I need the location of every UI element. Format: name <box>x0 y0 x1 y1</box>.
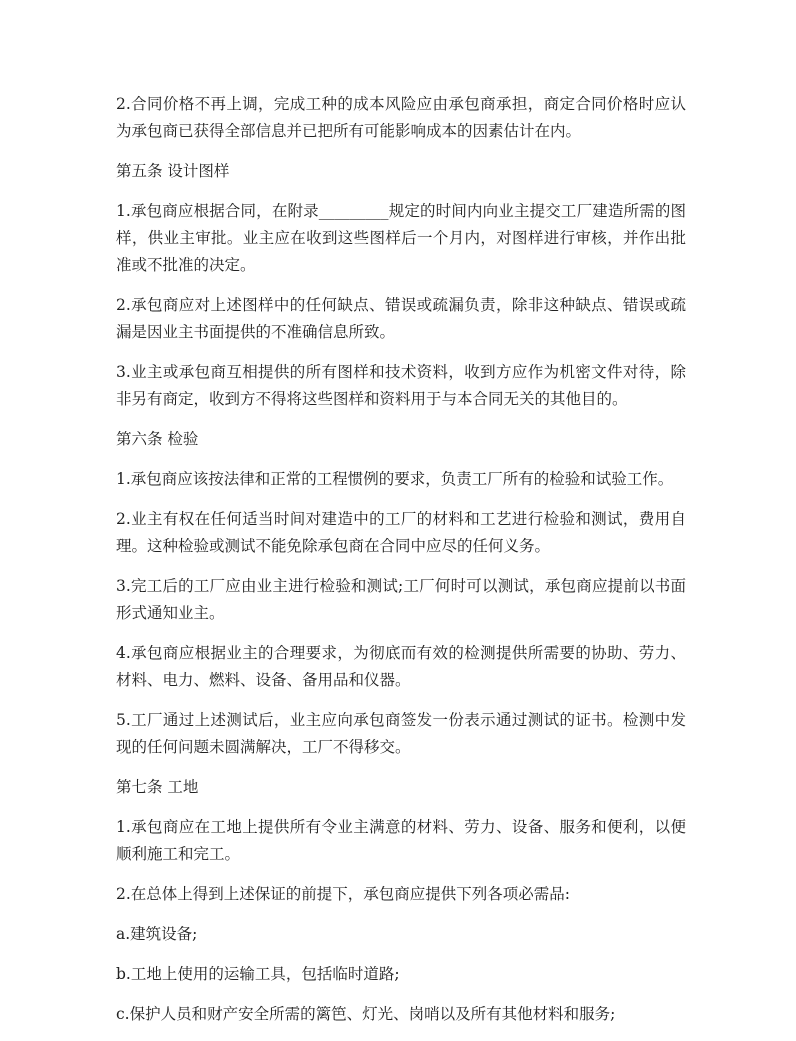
article-7-item-2-b: b.工地上使用的运输工具，包括临时道路; <box>116 965 400 983</box>
article-7-heading: 第七条 工地 <box>116 778 199 796</box>
article-7-item-2: 2.在总体上得到上述保证的前提下，承包商应提供下列各项必需品: <box>116 885 571 903</box>
article-7-item-2-a: a.建筑设备; <box>116 925 198 943</box>
article-5-item-1: 1.承包商应根据合同，在附录_________规定的时间内向业主提交工厂建造所需的图样，供业主审批。业主应在收到这些图样后一个月内，对图样进行审核，并作出批准或不批准的决定。 <box>116 202 686 274</box>
article-6-item-3: 3.完工后的工厂应由业主进行检验和测试;工厂何时可以测试，承包商应提前以书面形式通知业主。 <box>116 577 686 622</box>
document-body <box>116 91 686 1041</box>
article-7-item-1: 1.承包商应在工地上提供所有令业主满意的材料、劳力、设备、服务和便利，以便顺利施工和完工。 <box>116 818 686 863</box>
article-5-heading: 第五条 设计图样 <box>116 162 230 180</box>
article-6-heading: 第六条 检验 <box>116 430 199 448</box>
article-5-item-3: 3.业主或承包商互相提供的所有图样和技术资料，收到方应作为机密文件对待，除非另有商定，收到方不得将这些图样和资料用于与本合同无关的其他目的。 <box>116 363 686 408</box>
article-6-item-5: 5.工厂通过上述测试后，业主应向承包商签发一份表示通过测试的证书。检测中发现的任何问题未圆满解决，工厂不得移交。 <box>116 711 686 756</box>
article-6-item-4: 4.承包商应根据业主的合理要求，为彻底而有效的检测提供所需要的协助、劳力、材料、电力、燃料、设备、备用品和仪器。 <box>116 644 686 689</box>
article-6-item-1: 1.承包商应该按法律和正常的工程惯例的要求，负责工厂所有的检验和试验工作。 <box>116 470 674 488</box>
clause-4-item-2: 2.合同价格不再上调，完成工种的成本风险应由承包商承担，商定合同价格时应认为承包商已获得全部信息并已把所有可能影响成本的因素估计在内。 <box>116 95 686 140</box>
article-7-item-2-c: c.保护人员和财产安全所需的篱笆、灯光、岗哨以及所有其他材料和服务; <box>116 1005 616 1023</box>
article-5-item-2: 2.承包商应对上述图样中的任何缺点、错误或疏漏负责，除非这种缺点、错误或疏漏是因业主书面提供的不准确信息所致。 <box>116 296 686 341</box>
article-6-item-2: 2.业主有权在任何适当时间对建造中的工厂的材料和工艺进行检验和测试，费用自理。这种检验或测试不能免除承包商在合同中应尽的任何义务。 <box>116 510 686 555</box>
